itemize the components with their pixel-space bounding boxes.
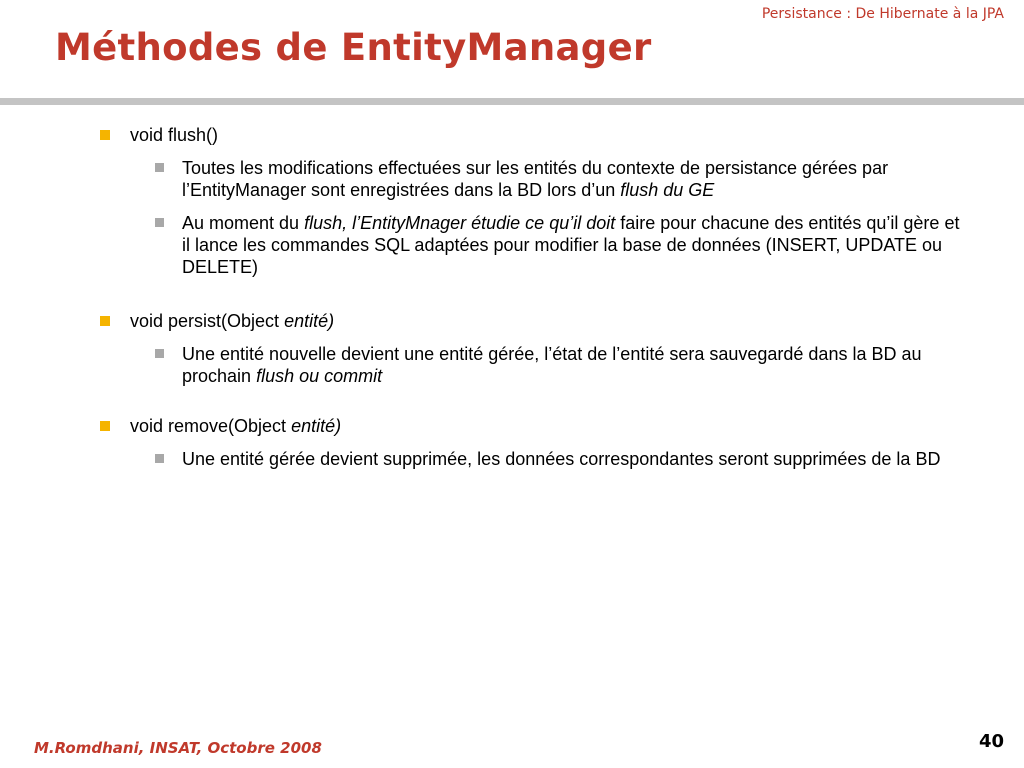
persist-point <box>100 343 962 387</box>
square-bullet-icon <box>155 163 164 172</box>
square-bullet-icon <box>100 130 110 140</box>
square-bullet-icon <box>100 421 110 431</box>
persist-point-text: Une entité nouvelle devient une entité gérée, l’état de l’entité sera sauvegardé dans la BD au prochain <box>182 344 922 386</box>
spacer <box>100 278 980 310</box>
flush-point-1-text: Toutes les modifications effectuées sur les entités du contexte de persistance gérées par l’EntityManager sont enregistrées dans la BD lors d’un <box>182 158 889 200</box>
bullet-persist <box>100 310 980 332</box>
remove-method-italic: entité) <box>291 416 342 436</box>
square-bullet-icon <box>155 218 164 227</box>
persist-point-italic: flush ou commit <box>256 366 383 386</box>
bullet-remove <box>100 415 980 437</box>
square-bullet-icon <box>155 349 164 358</box>
remove-point <box>100 448 962 470</box>
spacer <box>100 387 980 415</box>
square-bullet-icon <box>100 316 110 326</box>
square-bullet-icon <box>155 454 164 463</box>
persist-method-italic: entité) <box>284 311 335 331</box>
persist-method-prefix: void persist(Object <box>130 311 285 331</box>
remove-point-text: Une entité gérée devient supprimée, les données correspondantes seront supprimées de la BD <box>182 449 941 469</box>
flush-point-2-italic: flush, l’EntityMnager étudie ce qu’il doit <box>304 213 616 233</box>
slide-content <box>100 124 980 470</box>
flush-method-label: void flush() <box>130 125 219 145</box>
flush-point-2 <box>100 212 962 278</box>
title-divider <box>0 98 1024 105</box>
flush-point-2-prefix: Au moment du <box>182 213 305 233</box>
bullet-flush <box>100 124 980 146</box>
flush-point-1 <box>100 157 962 201</box>
remove-method-prefix: void remove(Object <box>130 416 292 436</box>
course-tag: Persistance : De Hibernate à la JPA <box>761 6 1004 22</box>
page-number: 40 <box>978 731 1004 752</box>
slide-title: Méthodes de EntityManager <box>55 26 652 69</box>
flush-point-1-italic: flush du GE <box>620 180 715 200</box>
footer-author: M.Romdhani, INSAT, Octobre 2008 <box>34 739 322 757</box>
flush-point-2-suffix: faire pour chacune des entités qu’il gère et il lance les commandes SQL adaptées pour modifier la base de données (INSERT, UPDATE ou DELETE) <box>182 213 960 277</box>
